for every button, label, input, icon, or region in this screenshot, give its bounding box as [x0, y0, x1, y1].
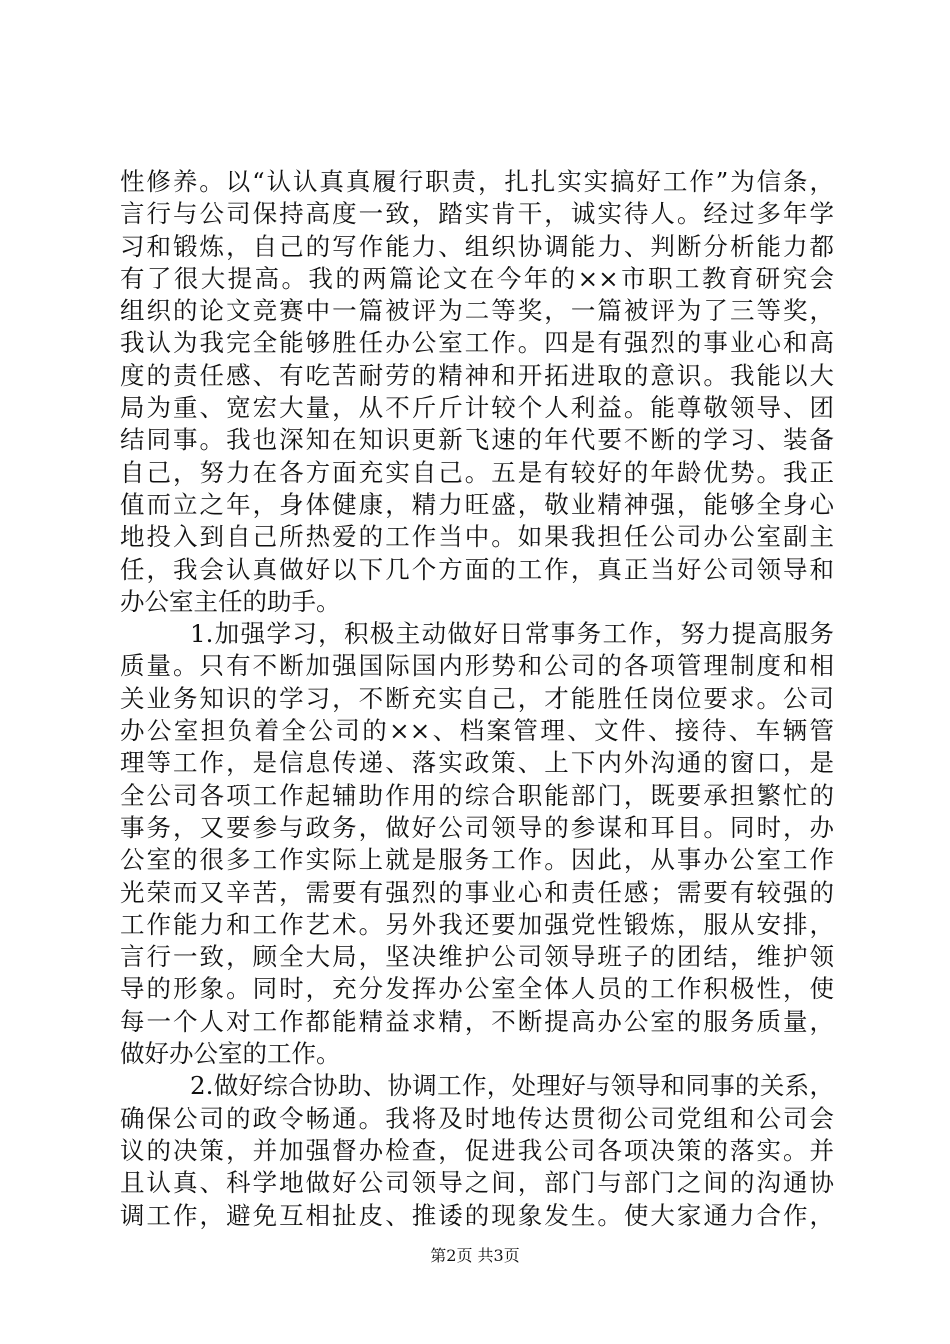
text-line: 导的形象。同时，充分发挥办公室全体人员的工作积极性，使 [120, 974, 834, 1004]
body-text [120, 166, 834, 1232]
text-line: 地投入到自己所热爱的工作当中。如果我担任公司办公室副主 [120, 522, 834, 552]
text-line: 组织的论文竞赛中一篇被评为二等奖，一篇被评为了三等奖， [120, 296, 834, 326]
text-line: 事务，又要参与政务，做好公司领导的参谋和耳目。同时，办 [120, 812, 834, 842]
text-line: 任，我会认真做好以下几个方面的工作，真正当好公司领导和 [120, 554, 834, 584]
text-line: 理等工作，是信息传递、落实政策、上下内外沟通的窗口，是 [120, 748, 834, 778]
text-line: 质量。只有不断加强国际国内形势和公司的各项管理制度和相 [120, 651, 834, 681]
text-line: 局为重、宽宏大量，从不斤斤计较个人利益。能尊敬领导、团 [120, 393, 834, 423]
text-line: 做好办公室的工作。 [120, 1039, 341, 1069]
text-line: 办公室主任的助手。 [120, 586, 341, 616]
text-line: 言行一致，顾全大局，坚决维护公司领导班子的团结，维护领 [120, 942, 834, 972]
text-line: 言行与公司保持高度一致，踏实肯干，诚实待人。经过多年学 [120, 199, 834, 229]
text-line: 且认真、科学地做好公司领导之间，部门与部门之间的沟通协 [120, 1168, 834, 1198]
text-line: 办公室担负着全公司的××、档案管理、文件、接待、车辆管 [120, 716, 834, 746]
text-line: 值而立之年，身体健康，精力旺盛，敬业精神强，能够全身心 [120, 489, 834, 519]
text-line: 每一个人对工作都能精益求精，不断提高办公室的服务质量， [120, 1006, 834, 1036]
text-line: 关业务知识的学习，不断充实自己，才能胜任岗位要求。公司 [120, 683, 834, 713]
text-line: 全公司各项工作起辅助作用的综合职能部门，既要承担繁忙的 [120, 780, 834, 810]
text-line: 2.做好综合协助、协调工作，处理好与领导和同事的关系， [190, 1071, 834, 1101]
text-line: 工作能力和工作艺术。另外我还要加强党性锻炼，服从安排， [120, 909, 834, 939]
text-line: 调工作，避免互相扯皮、推诿的现象发生。使大家通力合作， [120, 1200, 834, 1230]
text-line: 度的责任感、有吃苦耐劳的精神和开拓进取的意识。我能以大 [120, 360, 834, 390]
text-line: 我认为我完全能够胜任办公室工作。四是有强烈的事业心和高 [120, 328, 834, 358]
text-line: 光荣而又辛苦，需要有强烈的事业心和责任感；需要有较强的 [120, 877, 834, 907]
page-number-footer: 第2页 共3页 [430, 1246, 520, 1265]
text-line: 结同事。我也深知在知识更新飞速的年代要不断的学习、装备 [120, 425, 834, 455]
text-line: 自己，努力在各方面充实自己。五是有较好的年龄优势。我正 [120, 457, 834, 487]
text-line: 有了很大提高。我的两篇论文在今年的××市职工教育研究会 [120, 263, 834, 293]
text-line: 1.加强学习，积极主动做好日常事务工作，努力提高服务 [190, 619, 834, 649]
text-line: 议的决策，并加强督办检查，促进我公司各项决策的落实。并 [120, 1135, 834, 1165]
text-line: 习和锻炼，自己的写作能力、组织协调能力、判断分析能力都 [120, 231, 834, 261]
text-line: 性修养。以“认认真真履行职责，扎扎实实搞好工作”为信条， [120, 167, 834, 196]
text-line: 确保公司的政令畅通。我将及时地传达贯彻公司党组和公司会 [120, 1103, 834, 1133]
text-line: 公室的很多工作实际上就是服务工作。因此，从事办公室工作 [120, 845, 834, 875]
